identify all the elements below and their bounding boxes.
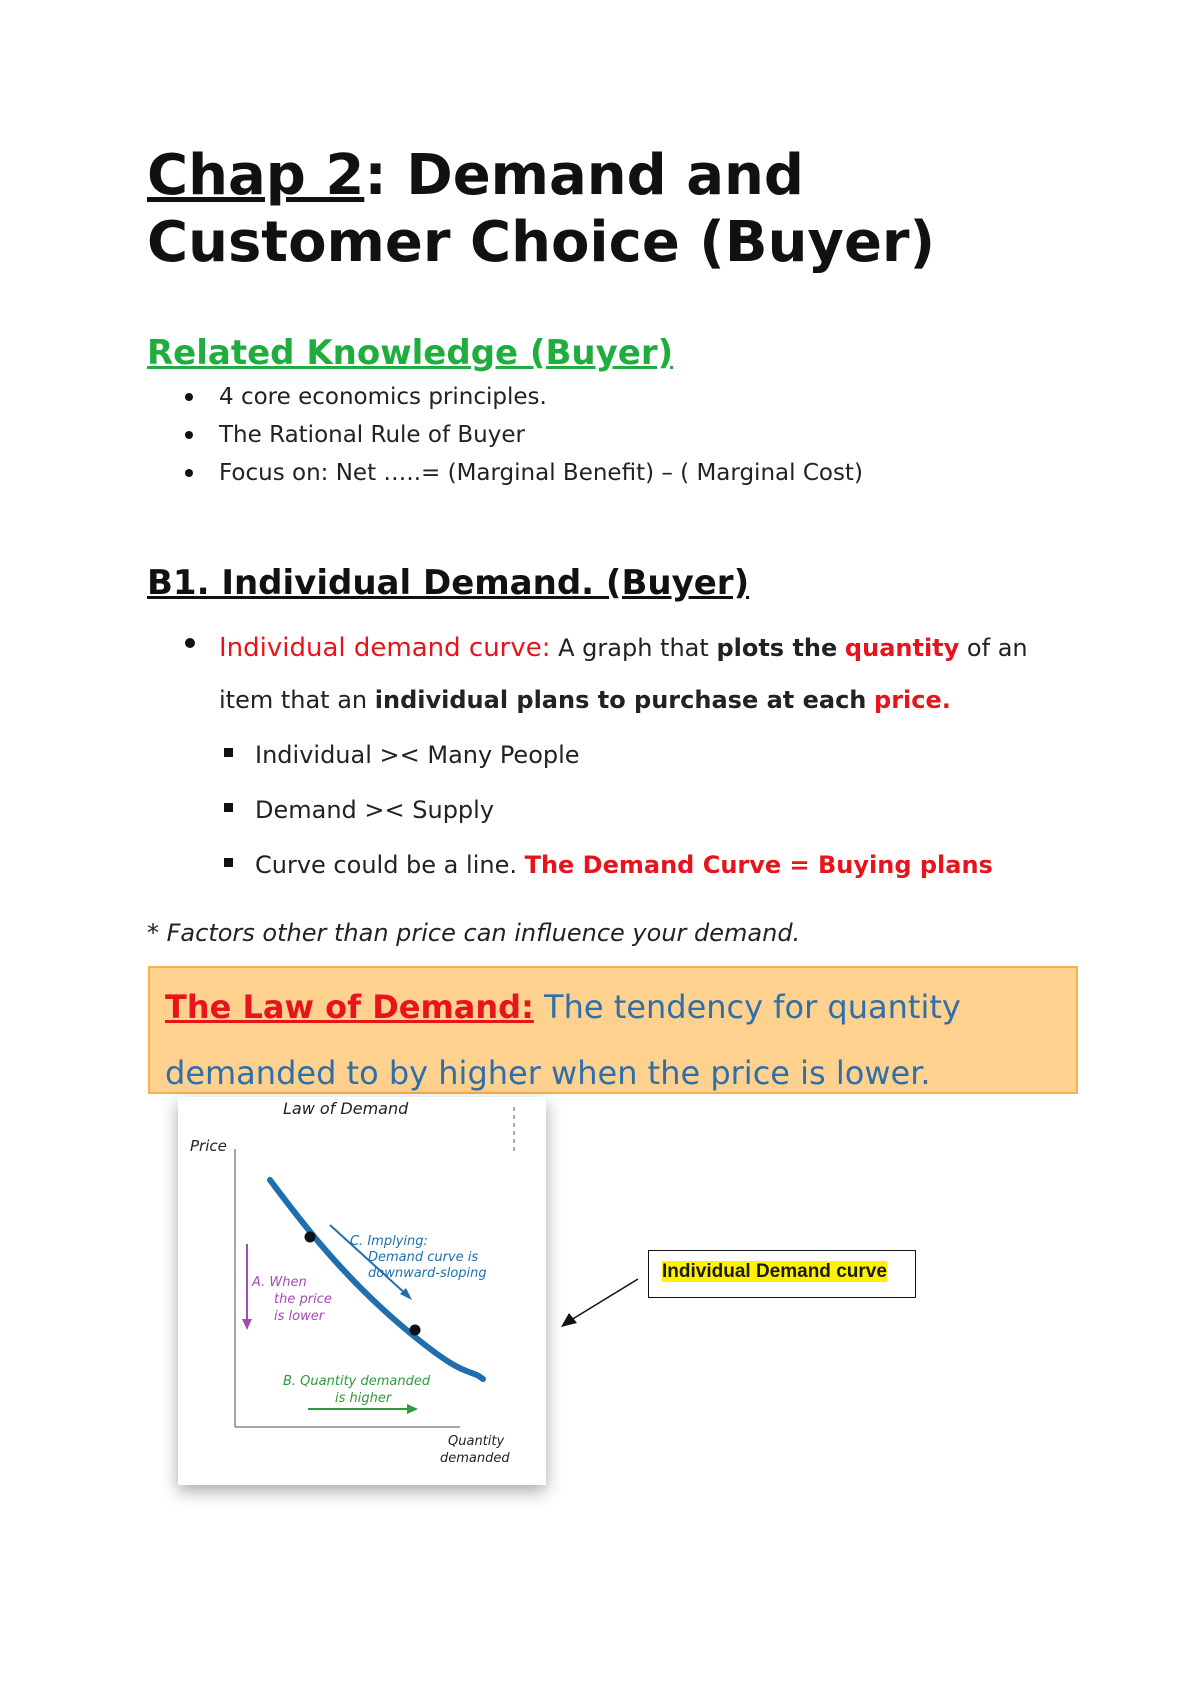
point-low-price xyxy=(410,1325,421,1336)
figure-title: Law of Demand xyxy=(283,1099,409,1118)
list-item xyxy=(147,838,993,893)
label-c-line: downward-sloping xyxy=(368,1266,487,1281)
bullet-icon xyxy=(185,638,195,648)
text: A graph that xyxy=(550,634,717,662)
sub-list xyxy=(147,728,993,893)
callout-box xyxy=(648,1250,916,1298)
label-b-line: is higher xyxy=(335,1391,392,1406)
section-b1-heading: B1. Individual Demand. (Buyer) xyxy=(147,563,750,603)
term: Individual demand curve: xyxy=(219,633,551,663)
list-item-text: Individual >< Many People xyxy=(255,741,580,769)
label-a-line: is lower xyxy=(274,1309,325,1324)
square-bullet-icon xyxy=(224,858,233,867)
x-axis-label xyxy=(440,1434,510,1466)
related-knowledge-list xyxy=(147,378,863,492)
square-bullet-icon xyxy=(224,803,233,812)
list-item xyxy=(147,416,863,454)
list-item-text: Curve could be a line. xyxy=(255,851,525,879)
watermark-marks xyxy=(513,1107,515,1151)
text: of an item that an xyxy=(219,634,1028,714)
chapter-number: Chap 2 xyxy=(147,143,365,208)
text: price. xyxy=(874,686,951,714)
list-item xyxy=(147,454,863,492)
demand-diagram xyxy=(178,1097,546,1485)
label-b-line: B. Quantity demanded xyxy=(283,1374,431,1389)
law-of-demand-text xyxy=(165,974,1062,1106)
law-of-demand-box xyxy=(148,966,1078,1094)
list-item-text: Focus on: Net …..= (Marginal Benefit) – ( Marginal Cost) xyxy=(219,460,863,486)
list-item xyxy=(147,378,863,416)
text xyxy=(837,634,845,662)
list-item xyxy=(147,728,993,783)
arrowhead-icon xyxy=(407,1404,418,1414)
list-item-text: The Rational Rule of Buyer xyxy=(219,422,525,448)
text: individual plans to purchase at each xyxy=(374,686,867,714)
label-a xyxy=(251,1275,332,1324)
x-axis-label-line: demanded xyxy=(440,1451,510,1466)
label-c-line: Demand curve is xyxy=(368,1250,479,1265)
related-knowledge-heading: Related Knowledge (Buyer) xyxy=(147,333,674,373)
law-of-demand-figure xyxy=(178,1097,546,1485)
square-bullet-icon xyxy=(224,748,233,757)
law-title: The Law of Demand: xyxy=(165,988,534,1026)
factors-note: * Factors other than price can influence your demand. xyxy=(147,919,801,947)
label-c xyxy=(350,1234,487,1281)
list-item-emphasis: The Demand Curve = Buying plans xyxy=(524,851,993,879)
page-title xyxy=(147,142,1047,276)
x-axis-label-line: Quantity xyxy=(448,1434,505,1449)
text: plots the xyxy=(716,634,838,662)
point-high-price xyxy=(305,1232,316,1243)
list-item xyxy=(147,783,993,838)
definition-text xyxy=(219,622,1077,726)
bullet-icon xyxy=(185,431,193,439)
chapter-title: : Demand and Customer Choice (Buyer) xyxy=(147,143,936,275)
label-a-line: A. When xyxy=(252,1275,307,1290)
callout-text: Individual Demand curve xyxy=(662,1261,887,1282)
label-a-line: the price xyxy=(274,1292,332,1307)
law-definition: The tendency for quantity demanded to by higher when the price is lower. xyxy=(165,988,961,1092)
bullet-icon xyxy=(185,393,193,401)
list-item-text: 4 core economics principles. xyxy=(219,384,547,410)
list-item-text: Demand >< Supply xyxy=(255,796,495,824)
text: quantity xyxy=(844,634,960,662)
arrowhead-icon xyxy=(242,1319,252,1330)
arrowhead-icon xyxy=(561,1313,577,1327)
y-axis-label: Price xyxy=(190,1137,227,1155)
text xyxy=(866,686,874,714)
callout-arrow xyxy=(555,1275,650,1335)
bullet-icon xyxy=(185,469,193,477)
demand-curve-definition xyxy=(147,622,1077,726)
label-b xyxy=(283,1374,431,1406)
label-c-line: C. Implying: xyxy=(350,1234,428,1249)
